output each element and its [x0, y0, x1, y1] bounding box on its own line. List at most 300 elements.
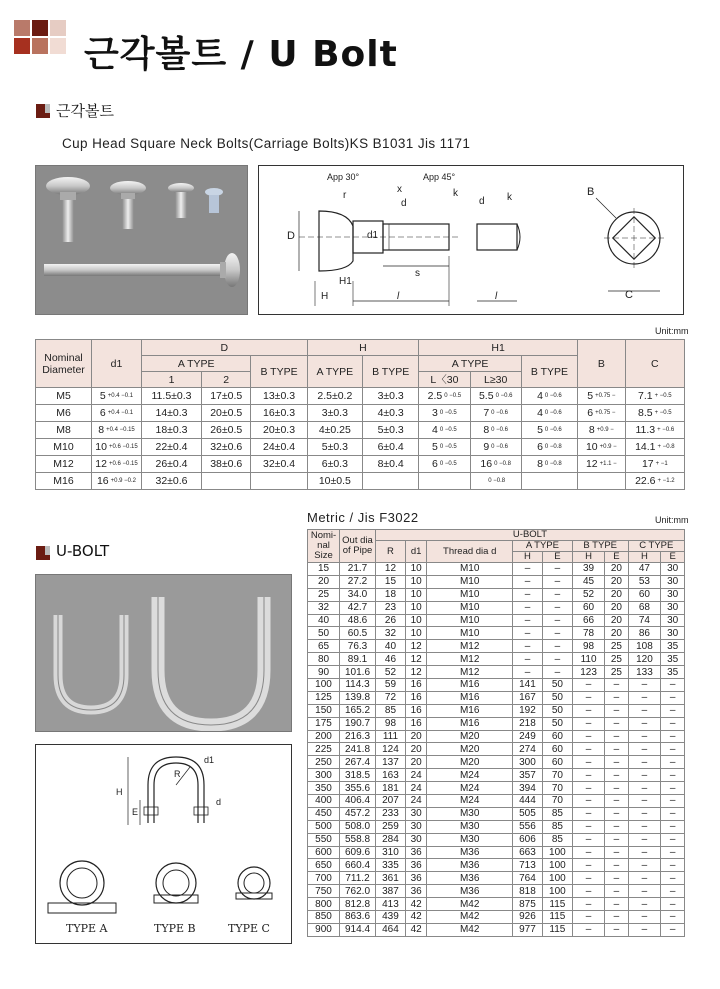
- cell-tolerance: +0.6 −0.15: [108, 444, 138, 451]
- table-cell: 318.5: [340, 769, 376, 782]
- table-cell: –: [605, 872, 628, 885]
- table-cell: 505: [513, 807, 543, 820]
- table-cell: –: [661, 679, 685, 692]
- cell-value: 5±0.3: [321, 441, 348, 453]
- table-cell: [521, 405, 577, 422]
- table-cell: [307, 456, 362, 473]
- table-cell: [521, 422, 577, 439]
- table-cell: 150: [308, 704, 340, 717]
- col-H1-ge30: L≥30: [470, 372, 521, 388]
- table-cell: [36, 439, 92, 456]
- table-cell: 764: [513, 872, 543, 885]
- table-cell: M10: [427, 601, 513, 614]
- table-cell: –: [605, 807, 628, 820]
- section-marker-icon: [36, 546, 50, 560]
- table-cell: 310: [376, 846, 406, 859]
- cell-tolerance: +0.9 −0.2: [110, 478, 137, 485]
- table-cell: 36: [405, 885, 426, 898]
- col-H1: H1: [419, 340, 578, 356]
- table-row: [308, 872, 685, 885]
- cell-value: 3±0.3: [377, 390, 404, 402]
- logo-square: [50, 20, 66, 36]
- table-cell: –: [628, 807, 661, 820]
- col-thread: Thread dia d: [427, 541, 513, 563]
- table-cell: 300: [513, 756, 543, 769]
- table-cell: 45: [572, 575, 604, 588]
- table-cell: 100: [542, 885, 572, 898]
- table-cell: [470, 388, 521, 405]
- table-cell: [625, 439, 684, 456]
- table-cell: 663: [513, 846, 543, 859]
- cell-value: 10: [585, 441, 598, 453]
- table-cell: 25: [605, 666, 628, 679]
- table-cell: M10: [427, 614, 513, 627]
- table-cell: 100: [308, 679, 340, 692]
- cell-tolerance: 0 −0.6: [491, 427, 509, 434]
- table-cell: –: [628, 846, 661, 859]
- cell-tolerance: +0.75 −: [595, 393, 616, 400]
- label-E: E: [132, 807, 139, 817]
- table-cell: [92, 473, 142, 490]
- table-cell: 133: [628, 666, 661, 679]
- cell-value: 4: [432, 424, 438, 436]
- table-cell: –: [661, 885, 685, 898]
- table-cell: M20: [427, 730, 513, 743]
- table-cell: –: [605, 717, 628, 730]
- cell-value: 26±0.5: [210, 424, 243, 436]
- section-marker-icon: [36, 104, 50, 118]
- cell-value: 20±0.3: [263, 424, 296, 436]
- cell-value: 5±0.3: [377, 424, 404, 436]
- table-cell: M42: [427, 911, 513, 924]
- table-cell: 977: [513, 923, 543, 936]
- table-cell: M36: [427, 859, 513, 872]
- col-H1-btype: B TYPE: [521, 356, 577, 388]
- table-row: [308, 820, 685, 833]
- table-cell: 50: [308, 627, 340, 640]
- table-cell: 15: [376, 575, 406, 588]
- u-bolt-drawing: [35, 744, 292, 944]
- table-cell: 600: [308, 846, 340, 859]
- cell-value: 5: [432, 441, 438, 453]
- table-cell: 60: [542, 743, 572, 756]
- table-cell: 556: [513, 820, 543, 833]
- cell-tolerance: + −0.8: [657, 444, 675, 451]
- table-cell: 16: [405, 679, 426, 692]
- table-row: [308, 640, 685, 653]
- table-cell: –: [605, 743, 628, 756]
- col-D-btype: B TYPE: [251, 356, 307, 388]
- table-cell: 30: [661, 563, 685, 576]
- table-cell: –: [661, 820, 685, 833]
- table-cell: [363, 473, 419, 490]
- cell-value: 16±0.3: [263, 407, 296, 419]
- table-cell: 85: [542, 807, 572, 820]
- u-bolt-table: [307, 529, 685, 937]
- table-row: [308, 563, 685, 576]
- table-cell: 30: [405, 807, 426, 820]
- table-cell: –: [605, 769, 628, 782]
- table-cell: 439: [376, 911, 406, 924]
- table-cell: –: [661, 704, 685, 717]
- table-cell: 259: [376, 820, 406, 833]
- table-cell: 200: [308, 730, 340, 743]
- table-cell: 18: [376, 588, 406, 601]
- cell-tolerance: 0 −0.5: [444, 393, 462, 400]
- type-b-label: TYPE B: [154, 922, 196, 935]
- table-cell: 660.4: [340, 859, 376, 872]
- cell-value: 4±0.25: [318, 424, 351, 436]
- table-cell: M30: [427, 833, 513, 846]
- table-cell: –: [605, 795, 628, 808]
- cell-value: 5.5: [478, 390, 494, 402]
- table-cell: 218: [513, 717, 543, 730]
- table-cell: 59: [376, 679, 406, 692]
- table-cell: –: [628, 769, 661, 782]
- label-D: D: [287, 230, 295, 242]
- col-H1-lt30: L〈30: [419, 372, 470, 388]
- cell-tolerance: 0 −0.5: [439, 461, 457, 468]
- cell-value: 2.5±0.2: [317, 390, 353, 402]
- table-cell: –: [605, 782, 628, 795]
- table-cell: –: [572, 923, 604, 936]
- table-cell: –: [628, 743, 661, 756]
- table-cell: 60: [572, 601, 604, 614]
- table-cell: 125: [308, 691, 340, 704]
- table-cell: 900: [308, 923, 340, 936]
- cell-tolerance: 0 −0.8: [544, 444, 562, 451]
- col-c-e: E: [661, 552, 685, 563]
- cell-value: 2.5: [427, 390, 443, 402]
- carriage-bolt-table-body: [36, 388, 685, 490]
- table-cell: [625, 456, 684, 473]
- table-row: [308, 846, 685, 859]
- label-app45: App 45°: [423, 172, 456, 182]
- table-cell: M24: [427, 782, 513, 795]
- table-cell: 20: [605, 614, 628, 627]
- table-cell: –: [572, 769, 604, 782]
- cell-value: 7.1: [638, 390, 653, 402]
- table-cell: 20: [605, 601, 628, 614]
- table-cell: M16: [427, 717, 513, 730]
- table-cell: 30: [661, 614, 685, 627]
- table-cell: –: [661, 691, 685, 704]
- table-cell: 30: [661, 575, 685, 588]
- table-cell: 20: [405, 730, 426, 743]
- table-cell: –: [572, 872, 604, 885]
- table-cell: 25: [605, 640, 628, 653]
- table-cell: 284: [376, 833, 406, 846]
- table-cell: 42: [405, 911, 426, 924]
- col-a-type: A TYPE: [513, 541, 573, 552]
- table-cell: [578, 439, 626, 456]
- table-cell: 350: [308, 782, 340, 795]
- cell-value: 22±0.4: [155, 441, 188, 453]
- cell-tolerance: 0 −0.8: [488, 478, 506, 485]
- table-cell: –: [572, 756, 604, 769]
- table-cell: [92, 405, 142, 422]
- table-row: [308, 898, 685, 911]
- label-R: R: [174, 769, 181, 779]
- table-cell: [363, 439, 419, 456]
- table-cell: 89.1: [340, 653, 376, 666]
- table-cell: [470, 473, 521, 490]
- table-row: [308, 627, 685, 640]
- cell-value: 18±0.3: [155, 424, 188, 436]
- table-cell: 233: [376, 807, 406, 820]
- table-cell: –: [661, 833, 685, 846]
- carriage-bolt-photo: [35, 165, 248, 315]
- table-cell: 225: [308, 743, 340, 756]
- table-cell: M12: [427, 666, 513, 679]
- table-cell: 267.4: [340, 756, 376, 769]
- table-cell: [251, 422, 307, 439]
- table-cell: 15: [308, 563, 340, 576]
- cell-value: 4: [537, 390, 543, 402]
- table-cell: –: [513, 601, 543, 614]
- table-cell: 137: [376, 756, 406, 769]
- table-cell: 50: [542, 691, 572, 704]
- table-cell: M24: [427, 795, 513, 808]
- table-cell: 52: [572, 588, 604, 601]
- table-cell: 47: [628, 563, 661, 576]
- u-bolt-table-body: [308, 563, 685, 937]
- table-cell: –: [605, 885, 628, 898]
- table-cell: 250: [308, 756, 340, 769]
- label-H: H: [321, 291, 329, 302]
- table-cell: [202, 388, 251, 405]
- table-cell: –: [572, 795, 604, 808]
- table-cell: 100: [542, 846, 572, 859]
- table-cell: 20: [605, 575, 628, 588]
- table-cell: –: [513, 588, 543, 601]
- table-cell: –: [661, 717, 685, 730]
- table-cell: [142, 405, 202, 422]
- table-cell: 10: [405, 588, 426, 601]
- cell-value: 8: [537, 458, 543, 470]
- type-a-label: TYPE A: [66, 922, 108, 935]
- unit-label: Unit:mm: [655, 326, 689, 336]
- table-cell: –: [605, 691, 628, 704]
- cell-tolerance: + −0.6: [657, 427, 675, 434]
- table-cell: –: [628, 859, 661, 872]
- table-cell: 400: [308, 795, 340, 808]
- table-cell: –: [628, 923, 661, 936]
- table-cell: 464: [376, 923, 406, 936]
- table-cell: –: [605, 820, 628, 833]
- label-d1: d1: [367, 230, 379, 241]
- table-cell: 711.2: [340, 872, 376, 885]
- col-c-h: H: [628, 552, 661, 563]
- table-cell: 24: [405, 782, 426, 795]
- cell-tolerance: 0 −0.5: [439, 410, 457, 417]
- table-cell: 35: [661, 640, 685, 653]
- logo-square: [14, 20, 30, 36]
- table-cell: [142, 473, 202, 490]
- table-cell: 141: [513, 679, 543, 692]
- cell-tolerance: +0.75 −: [595, 410, 616, 417]
- table-cell: 115: [542, 923, 572, 936]
- cell-value: 13±0.3: [263, 390, 296, 402]
- table-cell: 818: [513, 885, 543, 898]
- table-cell: [363, 456, 419, 473]
- table-cell: 32: [376, 627, 406, 640]
- table-cell: 34.0: [340, 588, 376, 601]
- table-cell: 16: [405, 717, 426, 730]
- col-nominal: Nominal Diameter: [36, 340, 92, 388]
- table-cell: 12: [376, 563, 406, 576]
- table-cell: 50: [542, 717, 572, 730]
- table-cell: –: [605, 911, 628, 924]
- table-cell: –: [542, 640, 572, 653]
- table-cell: 20: [605, 563, 628, 576]
- table-cell: [578, 422, 626, 439]
- cell-value: M10: [53, 441, 74, 453]
- cell-tolerance: +0.4 −0.1: [107, 393, 134, 400]
- table-cell: [202, 456, 251, 473]
- table-cell: 609.6: [340, 846, 376, 859]
- table-cell: M16: [427, 704, 513, 717]
- table-cell: –: [542, 627, 572, 640]
- cell-value: 12: [585, 458, 598, 470]
- table-cell: 72: [376, 691, 406, 704]
- label-H1: H1: [339, 276, 352, 287]
- cell-value: M8: [56, 424, 71, 436]
- table-cell: 10: [405, 627, 426, 640]
- table-cell: 713: [513, 859, 543, 872]
- label-B: B: [587, 186, 595, 198]
- table-cell: 335: [376, 859, 406, 872]
- table-cell: 114.3: [340, 679, 376, 692]
- table-cell: [202, 422, 251, 439]
- table-cell: 24: [405, 769, 426, 782]
- table-cell: [307, 405, 362, 422]
- cell-value: 5: [99, 390, 106, 402]
- table-cell: –: [572, 704, 604, 717]
- table-cell: [470, 422, 521, 439]
- table-cell: 30: [405, 820, 426, 833]
- table-cell: 60: [542, 730, 572, 743]
- table-cell: 42.7: [340, 601, 376, 614]
- table-row: [36, 422, 685, 439]
- table-cell: 35: [661, 666, 685, 679]
- table-cell: [142, 422, 202, 439]
- table-cell: [578, 388, 626, 405]
- cell-value: 5: [587, 390, 594, 402]
- table-cell: –: [572, 730, 604, 743]
- table-cell: 192: [513, 704, 543, 717]
- table-cell: [419, 405, 470, 422]
- table-row: [308, 588, 685, 601]
- table-row: [308, 782, 685, 795]
- table-cell: M10: [427, 563, 513, 576]
- table-row: [36, 473, 685, 490]
- label-d1: d1: [204, 755, 215, 765]
- table-cell: 500: [308, 820, 340, 833]
- table-cell: M42: [427, 898, 513, 911]
- table-cell: –: [572, 859, 604, 872]
- table-row: [308, 923, 685, 936]
- table-cell: 20: [605, 627, 628, 640]
- cell-value: 17±0.5: [210, 390, 243, 402]
- table-cell: 115: [542, 911, 572, 924]
- table-cell: 10: [405, 575, 426, 588]
- table-cell: 163: [376, 769, 406, 782]
- table-cell: [419, 439, 470, 456]
- table-cell: 60.5: [340, 627, 376, 640]
- label-H: H: [116, 787, 123, 797]
- table-cell: 108: [628, 640, 661, 653]
- cell-tolerance: 0 −0.6: [544, 410, 562, 417]
- cell-value: 22.6: [635, 475, 656, 487]
- table-cell: –: [628, 756, 661, 769]
- col-out-dia: Out dia of Pipe: [340, 530, 376, 563]
- table-cell: 274: [513, 743, 543, 756]
- table-cell: [92, 439, 142, 456]
- cell-value: 3: [432, 407, 438, 419]
- cell-value: 12: [95, 458, 107, 470]
- table-cell: –: [513, 563, 543, 576]
- table-row: [308, 653, 685, 666]
- table-cell: 60: [628, 588, 661, 601]
- table-cell: 100: [542, 872, 572, 885]
- cell-value: 6: [537, 441, 543, 453]
- table-cell: 700: [308, 872, 340, 885]
- table-cell: [419, 388, 470, 405]
- table-cell: [521, 473, 577, 490]
- table-cell: M10: [427, 588, 513, 601]
- table-row: [308, 730, 685, 743]
- table-cell: 508.0: [340, 820, 376, 833]
- table-cell: 175: [308, 717, 340, 730]
- cell-tolerance: +0.4 −0.15: [106, 427, 135, 434]
- table-cell: –: [661, 846, 685, 859]
- table-cell: 21.7: [340, 563, 376, 576]
- table-row: [36, 439, 685, 456]
- table-cell: [470, 439, 521, 456]
- metric-title: Metric / Jis F3022: [307, 510, 419, 525]
- cell-value: 11.5±0.3: [151, 390, 192, 402]
- table-cell: [251, 405, 307, 422]
- cell-value: 8±0.4: [377, 458, 404, 470]
- table-cell: –: [513, 575, 543, 588]
- table-cell: 558.8: [340, 833, 376, 846]
- table-row: [36, 456, 685, 473]
- table-cell: 181: [376, 782, 406, 795]
- col-c-type: C TYPE: [628, 541, 684, 552]
- table-cell: –: [605, 704, 628, 717]
- table-cell: 50: [542, 679, 572, 692]
- table-cell: 100: [542, 859, 572, 872]
- col-R: R: [376, 541, 406, 563]
- cell-tolerance: + −1.2: [657, 478, 675, 485]
- table-cell: [419, 422, 470, 439]
- table-cell: 457.2: [340, 807, 376, 820]
- col-d1: d1: [405, 541, 426, 563]
- table-cell: –: [605, 898, 628, 911]
- table-cell: 444: [513, 795, 543, 808]
- table-cell: M12: [427, 640, 513, 653]
- label-d: d: [401, 198, 407, 209]
- table-cell: 74: [628, 614, 661, 627]
- table-cell: 926: [513, 911, 543, 924]
- table-cell: –: [628, 717, 661, 730]
- table-row: [308, 807, 685, 820]
- cell-value: 8: [98, 424, 105, 436]
- table-cell: M20: [427, 756, 513, 769]
- col-D-atype: A TYPE: [142, 356, 251, 372]
- table-cell: –: [628, 911, 661, 924]
